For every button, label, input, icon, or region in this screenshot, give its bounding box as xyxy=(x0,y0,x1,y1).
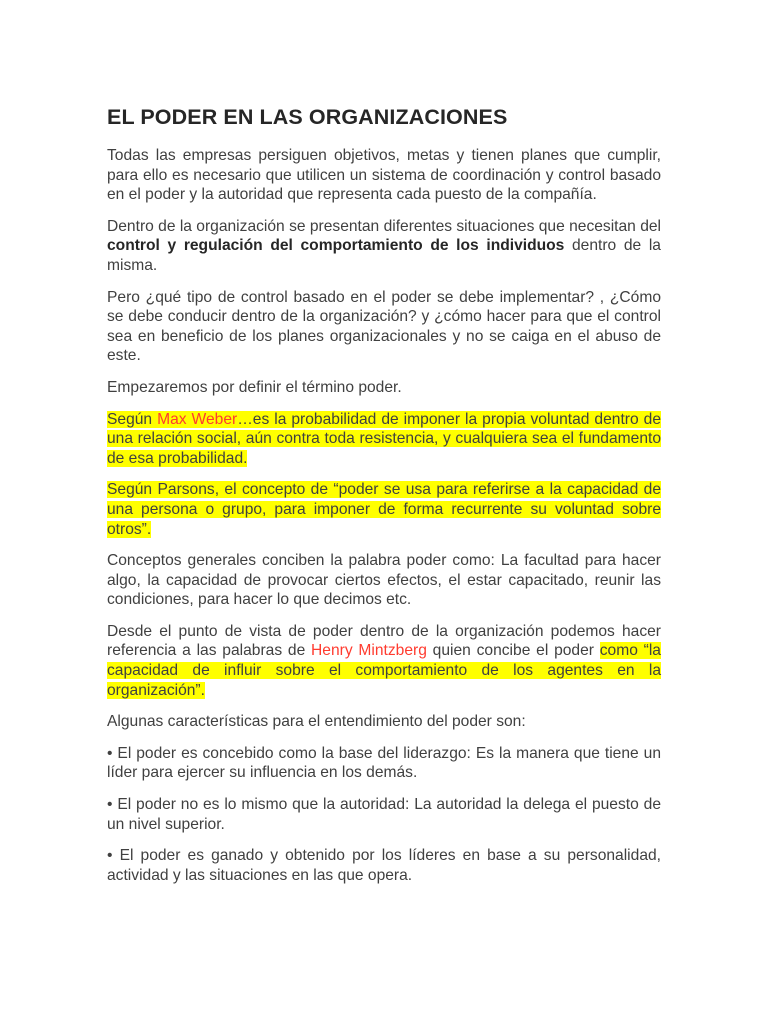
mintzberg-name: Henry Mintzberg xyxy=(311,642,427,660)
paragraph-concepts: Conceptos generales conciben la palabra poder como: La facultad para hacer algo, la capacidad de provocar ciertos efectos, el estar capacitado, reunir las condiciones, para hacer lo que decimos etc. xyxy=(107,552,661,609)
weber-quote: …es la probabilidad de imponer la propia voluntad dentro de una relación social, aún contra toda resistencia, y cualquiera sea el fundamento de esa probabilidad. xyxy=(107,410,661,467)
bold-phrase: control y regulación del comportamiento de los individuos xyxy=(107,237,565,255)
paragraph-weber xyxy=(107,410,661,469)
paragraph-parsons xyxy=(107,480,661,539)
paragraph-questions: Pero ¿qué tipo de control basado en el poder se debe implementar? , ¿Cómo se debe conducir dentro de la organización? y ¿cómo hacer para que el control sea en beneficio de los planes organizacionales y no se caiga en el abuso de este. xyxy=(107,288,661,365)
weber-prefix: Según xyxy=(107,410,158,428)
bullet-item: • El poder es concebido como la base del liderazgo: Es la manera que tiene un líder para ejercer su influencia en los demás. xyxy=(107,744,661,782)
mintzberg-middle: quien concibe el poder xyxy=(426,642,600,660)
paragraph-situations xyxy=(107,217,661,276)
paragraph-characteristics: Algunas características para el entendimiento del poder son: xyxy=(107,713,526,731)
parsons-quote: Según Parsons, el concepto de “poder se usa para referirse a la capacidad de una persona o grupo, para imponer de forma recurrente su voluntad sobre otros”. xyxy=(107,481,661,538)
document-page xyxy=(107,104,661,897)
weber-name: Max Weber xyxy=(157,410,238,428)
mintzberg-quote: como “la capacidad de influir sobre el comportamiento de los agentes en la organización”. xyxy=(107,642,661,699)
paragraph-situations-end: dentro de la misma. xyxy=(107,237,661,274)
bullet-item: • El poder es ganado y obtenido por los líderes en base a su personalidad, actividad y las situaciones en las que opera. xyxy=(107,847,661,884)
bullet-item: • El poder no es lo mismo que la autoridad: La autoridad la delega el puesto de un nivel superior. xyxy=(107,796,661,833)
mintzberg-intro: Desde el punto de vista de poder dentro de la organización podemos hacer referencia a las palabras de xyxy=(107,622,661,660)
paragraph-situations-start: Dentro de la organización se presentan diferentes situaciones que necesitan del xyxy=(107,217,661,235)
paragraph-define: Empezaremos por definir el término poder. xyxy=(107,378,402,396)
document-title: EL PODER EN LAS ORGANIZACIONES xyxy=(107,105,508,129)
paragraph-mintzberg xyxy=(107,622,661,700)
paragraph-intro: Todas las empresas persiguen objetivos, metas y tienen planes que cumplir, para ello es necesario que utilicen un sistema de coordinación y control basado en el poder y la autoridad que representa cada puesto de la compañía. xyxy=(107,147,661,204)
